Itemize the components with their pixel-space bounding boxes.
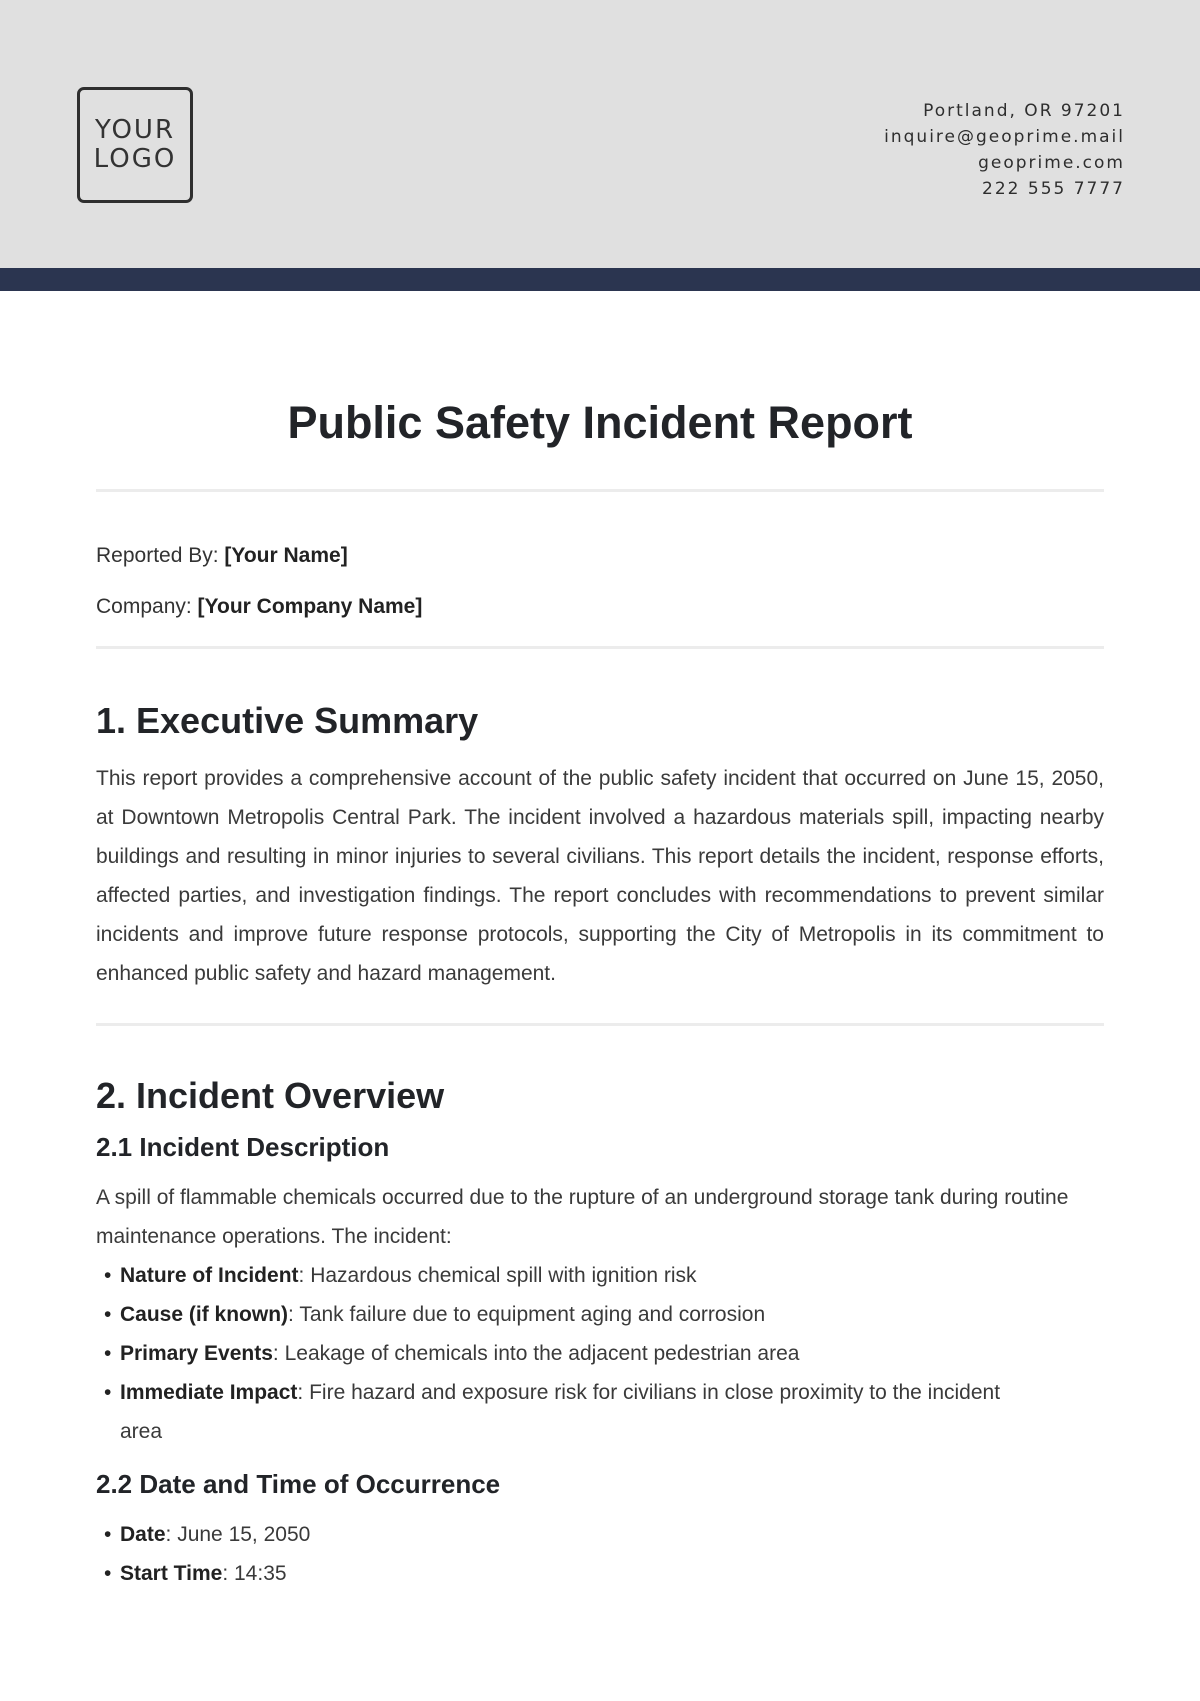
divider — [96, 646, 1104, 649]
item-label: Nature of Incident — [120, 1264, 299, 1287]
list-item — [96, 1515, 1104, 1554]
item-value: Tank failure due to equipment aging and corrosion — [299, 1303, 766, 1326]
item-value: June 15, 2050 — [177, 1523, 311, 1546]
item-separator: : — [297, 1381, 310, 1404]
item-label: Date — [120, 1523, 166, 1546]
item-label: Immediate Impact — [120, 1381, 298, 1404]
item-separator: : — [288, 1303, 300, 1326]
contact-address: Portland, OR 97201 — [923, 101, 1125, 121]
divider — [96, 489, 1104, 492]
executive-summary-text: This report provides a comprehensive account of the public safety incident that occurred on June 15, 2050, at Downtown Metropolis Central Park. The incident involved a hazardous materials spill, impacting nearby buildings and resulting in minor injuries to several civilians. This report details the incident, response efforts, affected parties, and investigation findings. The report concludes with recommendations to prevent similar incidents and improve future response protocols, supporting the City of Metropolis in its commitment to enhanced public safety and hazard management. — [96, 767, 1104, 985]
item-value: Fire hazard and exposure risk for civilians in close proximity to the incident area — [120, 1381, 1001, 1443]
item-label: Cause (if known) — [120, 1303, 289, 1326]
item-value: Leakage of chemicals into the adjacent pedestrian area — [284, 1342, 800, 1365]
divider — [96, 1023, 1104, 1026]
header-accent-band — [0, 268, 1200, 291]
list-item — [96, 1334, 1104, 1373]
company-value: [Your Company Name] — [197, 595, 423, 618]
report-meta — [96, 544, 1104, 619]
contact-phone: 222 555 7777 — [982, 179, 1125, 199]
list-item — [96, 1295, 1104, 1334]
list-item — [96, 1256, 1104, 1295]
logo-text-line2: LOGO — [93, 144, 177, 174]
reported-by-row — [96, 544, 1104, 568]
company-row — [96, 595, 1104, 619]
incident-description-text: A spill of flammable chemicals occurred due to the rupture of an underground storage tank during routine maintenance operations. The incident: — [96, 1186, 1069, 1248]
section-heading-executive-summary: 1. Executive Summary — [96, 700, 479, 741]
reported-by-label: Reported By: — [96, 544, 225, 567]
subsection-heading-date-time: 2.2 Date and Time of Occurrence — [96, 1469, 501, 1499]
item-label: Start Time — [120, 1562, 223, 1585]
item-separator: : — [222, 1562, 234, 1585]
date-time-list — [96, 1515, 1104, 1593]
list-item — [96, 1373, 1104, 1451]
company-label: Company: — [96, 595, 198, 618]
document-title: Public Safety Incident Report — [287, 397, 913, 448]
subsection-heading-incident-description: 2.1 Incident Description — [96, 1132, 390, 1162]
item-separator: : — [272, 1342, 285, 1365]
item-separator: : — [165, 1523, 178, 1546]
item-label: Primary Events — [120, 1342, 273, 1365]
list-item — [96, 1554, 1104, 1593]
item-value: 14:35 — [234, 1562, 287, 1585]
contact-info — [884, 98, 1125, 202]
contact-email: inquire@geoprime.mail — [884, 127, 1125, 147]
contact-website: geoprime.com — [978, 153, 1125, 173]
incident-details-list — [96, 1256, 1104, 1451]
item-separator: : — [298, 1264, 311, 1287]
logo-text-line1: YOUR — [94, 115, 176, 145]
company-logo-placeholder — [77, 87, 193, 203]
document-body — [96, 291, 1104, 1593]
reported-by-value: [Your Name] — [224, 544, 348, 567]
section-heading-incident-overview: 2. Incident Overview — [96, 1075, 445, 1116]
letterhead — [0, 0, 1200, 268]
item-value: Hazardous chemical spill with ignition risk — [310, 1264, 697, 1287]
